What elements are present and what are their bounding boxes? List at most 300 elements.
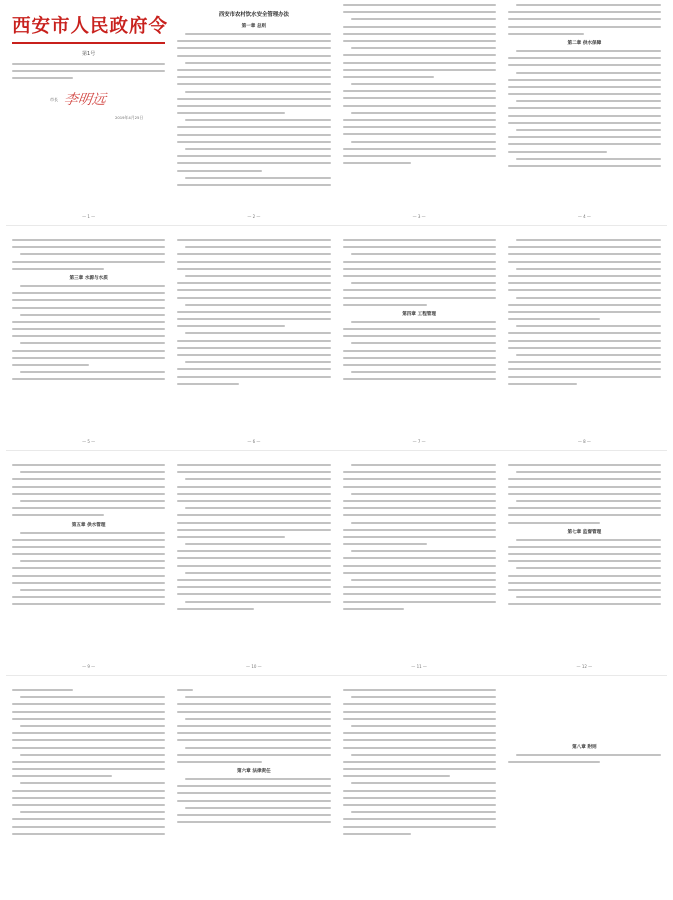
text-line xyxy=(508,376,661,378)
text-line xyxy=(185,696,330,698)
page-number: — 10 — xyxy=(246,664,262,669)
page-13 xyxy=(6,675,171,900)
signature-image: 李明远 xyxy=(62,92,107,109)
text-line xyxy=(508,143,661,145)
text-line xyxy=(185,148,330,150)
text-line xyxy=(20,589,165,591)
text-line xyxy=(351,321,496,323)
text-line xyxy=(12,514,104,516)
text-line xyxy=(343,689,496,691)
text-line xyxy=(508,93,661,95)
page-row-1 xyxy=(6,0,667,225)
text-line xyxy=(12,328,165,330)
text-line xyxy=(12,464,165,466)
text-line xyxy=(20,725,165,727)
text-line xyxy=(343,586,496,588)
text-line xyxy=(508,107,661,109)
page-number: — 9 — xyxy=(82,664,96,669)
text-line xyxy=(351,464,496,466)
text-line xyxy=(12,246,165,248)
chapter-heading: 第六章 法律责任 xyxy=(236,769,271,775)
text-line xyxy=(343,133,496,135)
page-5 xyxy=(6,225,171,450)
text-line xyxy=(20,782,165,784)
page-number: — 2 — xyxy=(247,214,261,219)
text-line xyxy=(12,292,165,294)
text-line xyxy=(343,11,496,13)
text-line xyxy=(516,100,661,102)
text-line xyxy=(12,493,165,495)
page-row-4 xyxy=(6,675,667,900)
text-line xyxy=(12,486,165,488)
text-line xyxy=(12,761,165,763)
text-line xyxy=(20,754,165,756)
text-line xyxy=(12,268,104,270)
text-line xyxy=(177,785,330,787)
text-line xyxy=(185,572,330,574)
text-line xyxy=(185,33,330,35)
text-line xyxy=(343,40,496,42)
text-line xyxy=(12,77,73,79)
text-line xyxy=(177,112,284,114)
text-line xyxy=(508,332,661,334)
text-line xyxy=(177,550,330,552)
text-line xyxy=(343,761,496,763)
text-line xyxy=(177,608,254,610)
text-line xyxy=(177,318,330,320)
text-line xyxy=(12,596,165,598)
text-line xyxy=(12,546,165,548)
page-number: — 4 — xyxy=(577,214,591,219)
text-line xyxy=(12,797,165,799)
text-line xyxy=(177,586,330,588)
text-line xyxy=(351,83,496,85)
text-line xyxy=(185,304,330,306)
text-line xyxy=(343,775,450,777)
text-line xyxy=(177,821,330,823)
text-line xyxy=(12,350,165,352)
text-line xyxy=(177,464,330,466)
text-line xyxy=(12,478,165,480)
text-line xyxy=(177,725,330,727)
text-line xyxy=(177,134,330,136)
text-line xyxy=(177,297,330,299)
text-line xyxy=(508,575,661,577)
text-line xyxy=(20,371,165,373)
text-line xyxy=(177,376,330,378)
text-line xyxy=(343,818,496,820)
text-line xyxy=(12,553,165,555)
text-line xyxy=(516,500,661,502)
text-line xyxy=(185,119,330,121)
text-line xyxy=(343,126,496,128)
text-line xyxy=(343,593,496,595)
text-line xyxy=(508,79,661,81)
text-line xyxy=(508,560,661,562)
text-line xyxy=(12,768,165,770)
text-line xyxy=(508,165,661,167)
text-line xyxy=(351,782,496,784)
text-line xyxy=(343,536,496,538)
page-number: — 7 — xyxy=(412,439,426,444)
text-line xyxy=(12,63,165,65)
text-line xyxy=(343,797,496,799)
text-line xyxy=(343,608,404,610)
text-line xyxy=(343,162,412,164)
text-line xyxy=(343,732,496,734)
text-line xyxy=(508,514,661,516)
text-line xyxy=(508,275,661,277)
text-line xyxy=(516,268,661,270)
text-line xyxy=(343,826,496,828)
text-line xyxy=(351,493,496,495)
page-3 xyxy=(337,0,502,225)
text-line xyxy=(177,792,330,794)
chapter-heading: 第八章 附则 xyxy=(572,745,597,750)
text-line xyxy=(177,40,330,42)
text-line xyxy=(185,246,330,248)
text-line xyxy=(185,601,330,603)
page-number: — 5 — xyxy=(82,439,96,444)
text-line xyxy=(516,72,661,74)
text-line xyxy=(343,703,496,705)
chapter-heading: 第三章 水源与水质 xyxy=(69,275,108,281)
text-line xyxy=(508,122,661,124)
text-line xyxy=(508,361,661,363)
text-line xyxy=(516,325,661,327)
text-line xyxy=(12,575,165,577)
page-6 xyxy=(171,225,336,450)
text-line xyxy=(508,246,661,248)
text-line xyxy=(508,546,661,548)
text-line xyxy=(343,268,496,270)
decree-number: 第1号 xyxy=(82,51,96,57)
text-line xyxy=(177,311,330,313)
text-line xyxy=(177,383,238,385)
text-line xyxy=(351,47,496,49)
text-line xyxy=(12,833,165,835)
page-number: — 8 — xyxy=(577,439,591,444)
text-line xyxy=(177,162,330,164)
sign-label: 市长 xyxy=(50,97,58,103)
text-line xyxy=(177,754,330,756)
text-line xyxy=(12,357,165,359)
text-line xyxy=(508,33,585,35)
text-line xyxy=(516,354,661,356)
text-line xyxy=(343,69,496,71)
text-line xyxy=(185,361,330,363)
text-line xyxy=(12,732,165,734)
text-line xyxy=(20,471,165,473)
text-line xyxy=(508,261,661,263)
page-1 xyxy=(6,0,171,225)
text-line xyxy=(508,589,661,591)
text-line xyxy=(177,105,330,107)
page-15 xyxy=(337,675,502,900)
text-line xyxy=(508,478,661,480)
text-line xyxy=(20,314,165,316)
text-line xyxy=(12,603,165,605)
text-line xyxy=(12,70,165,72)
red-rule xyxy=(12,42,165,44)
text-line xyxy=(516,50,661,52)
text-line xyxy=(177,98,330,100)
text-line xyxy=(177,261,330,263)
text-line xyxy=(12,739,165,741)
text-line xyxy=(177,282,330,284)
page-14 xyxy=(171,675,336,900)
text-line xyxy=(343,718,496,720)
text-line xyxy=(177,471,330,473)
text-line xyxy=(20,285,165,287)
text-line xyxy=(351,550,496,552)
text-line xyxy=(177,711,330,713)
text-line xyxy=(185,747,330,749)
text-line xyxy=(508,603,661,605)
text-line xyxy=(343,54,496,56)
text-line xyxy=(12,261,165,263)
page-number: — 12 — xyxy=(576,664,593,669)
text-line xyxy=(12,335,165,337)
text-line xyxy=(177,565,330,567)
text-line xyxy=(177,141,330,143)
text-line xyxy=(343,76,435,78)
text-line xyxy=(185,718,330,720)
text-line xyxy=(343,486,496,488)
text-line xyxy=(508,18,661,20)
text-line xyxy=(185,807,330,809)
text-line xyxy=(351,579,496,581)
text-line xyxy=(508,289,661,291)
signature-block xyxy=(12,87,165,113)
text-line xyxy=(177,47,330,49)
text-line xyxy=(185,332,330,334)
text-line xyxy=(177,557,330,559)
text-line xyxy=(20,500,165,502)
text-line xyxy=(343,378,496,380)
text-line xyxy=(508,86,661,88)
text-line xyxy=(20,342,165,344)
page-10 xyxy=(171,450,336,675)
text-line xyxy=(343,529,496,531)
text-line xyxy=(177,500,330,502)
text-line xyxy=(343,747,496,749)
chapter-heading: 第一章 总则 xyxy=(241,24,267,29)
page-16 xyxy=(502,675,667,900)
text-line xyxy=(343,261,496,263)
text-line xyxy=(516,4,661,6)
text-line xyxy=(12,307,165,309)
text-line xyxy=(177,239,330,241)
text-line xyxy=(351,112,496,114)
text-line xyxy=(177,593,330,595)
text-line xyxy=(185,275,330,277)
text-line xyxy=(20,560,165,562)
text-line xyxy=(177,493,330,495)
text-line xyxy=(343,739,496,741)
text-line xyxy=(12,689,73,691)
page-number: — 11 — xyxy=(411,664,427,669)
page-4 xyxy=(502,0,667,225)
chapter-heading: 第五章 供水管理 xyxy=(71,522,106,528)
text-line xyxy=(343,33,496,35)
text-line xyxy=(343,500,496,502)
text-line xyxy=(177,170,261,172)
chapter-heading: 第四章 工程管理 xyxy=(402,311,436,317)
text-line xyxy=(343,155,496,157)
text-line xyxy=(508,151,608,153)
text-line xyxy=(12,804,165,806)
text-line xyxy=(343,297,496,299)
text-line xyxy=(516,471,661,473)
text-line xyxy=(508,507,661,509)
text-line xyxy=(343,350,496,352)
text-line xyxy=(516,129,661,131)
text-line xyxy=(343,239,496,241)
text-line xyxy=(177,514,330,516)
page-9 xyxy=(6,450,171,675)
text-line xyxy=(343,119,496,121)
text-line xyxy=(516,754,661,756)
page-number: — 3 — xyxy=(412,214,426,219)
text-line xyxy=(343,514,496,516)
text-line xyxy=(177,83,330,85)
text-line xyxy=(185,91,330,93)
text-line xyxy=(177,55,330,57)
text-line xyxy=(351,371,496,373)
text-line xyxy=(343,62,496,64)
text-line xyxy=(508,486,661,488)
text-line xyxy=(177,536,284,538)
text-line xyxy=(343,364,496,366)
text-line xyxy=(20,532,165,534)
text-line xyxy=(177,289,330,291)
text-line xyxy=(508,340,661,342)
page-7 xyxy=(337,225,502,450)
document-title: 西安市农村饮水安全管理办法 xyxy=(218,12,289,18)
text-line xyxy=(343,26,496,28)
text-line xyxy=(12,747,165,749)
chapter-heading: 第七章 监督管理 xyxy=(567,529,602,535)
text-line xyxy=(343,478,496,480)
text-line xyxy=(351,253,496,255)
text-line xyxy=(351,342,496,344)
text-line xyxy=(343,572,496,574)
text-line xyxy=(12,818,165,820)
text-line xyxy=(177,354,330,356)
text-line xyxy=(343,105,496,107)
page-row-3 xyxy=(6,450,667,675)
decree-title: 西安市人民政府令 xyxy=(12,16,169,37)
text-line xyxy=(343,289,496,291)
text-line xyxy=(351,725,496,727)
text-line xyxy=(343,557,496,559)
text-line xyxy=(12,582,165,584)
text-line xyxy=(343,97,496,99)
text-line xyxy=(508,464,661,466)
text-line xyxy=(12,718,165,720)
text-line xyxy=(343,90,496,92)
chapter-heading: 第二章 供水保障 xyxy=(567,40,602,46)
text-line xyxy=(177,529,330,531)
text-line xyxy=(343,357,496,359)
text-line xyxy=(508,136,661,138)
text-line xyxy=(508,553,661,555)
text-line xyxy=(185,177,330,179)
text-line xyxy=(343,543,427,545)
text-line xyxy=(177,325,284,327)
page-12 xyxy=(502,450,667,675)
text-line xyxy=(343,246,496,248)
text-line xyxy=(177,126,330,128)
text-line xyxy=(351,282,496,284)
text-line xyxy=(177,268,330,270)
text-line xyxy=(343,335,496,337)
text-line xyxy=(177,340,330,342)
text-line xyxy=(185,507,330,509)
text-line xyxy=(177,69,330,71)
text-line xyxy=(351,522,496,524)
text-line xyxy=(508,522,600,524)
text-line xyxy=(177,253,330,255)
text-line xyxy=(20,811,165,813)
text-line xyxy=(508,304,661,306)
text-line xyxy=(177,814,330,816)
text-line xyxy=(343,507,496,509)
text-line xyxy=(508,115,661,117)
text-line xyxy=(185,778,330,780)
text-line xyxy=(177,76,330,78)
text-line xyxy=(516,596,661,598)
text-line xyxy=(12,364,89,366)
text-line xyxy=(185,478,330,480)
text-line xyxy=(177,155,330,157)
page-row-2 xyxy=(6,225,667,450)
text-line xyxy=(343,304,427,306)
text-line xyxy=(516,239,661,241)
text-line xyxy=(12,507,165,509)
text-line xyxy=(508,318,600,320)
text-line xyxy=(508,64,661,66)
text-line xyxy=(343,790,496,792)
text-line xyxy=(12,826,165,828)
text-line xyxy=(12,321,165,323)
text-line xyxy=(343,711,496,713)
text-line xyxy=(343,601,496,603)
text-line xyxy=(343,565,496,567)
text-line xyxy=(508,368,661,370)
text-line xyxy=(12,239,165,241)
text-line xyxy=(177,579,330,581)
text-line xyxy=(508,383,577,385)
text-line xyxy=(177,732,330,734)
text-line xyxy=(177,347,330,349)
text-line xyxy=(12,299,165,301)
text-line xyxy=(177,522,330,524)
text-line xyxy=(343,4,496,6)
text-line xyxy=(508,282,661,284)
text-line xyxy=(508,253,661,255)
text-line xyxy=(343,833,412,835)
text-line xyxy=(185,543,330,545)
text-line xyxy=(20,253,165,255)
text-line xyxy=(177,703,330,705)
text-line xyxy=(516,297,661,299)
text-line xyxy=(351,696,496,698)
text-line xyxy=(516,158,661,160)
text-line xyxy=(508,761,600,763)
text-line xyxy=(343,148,496,150)
